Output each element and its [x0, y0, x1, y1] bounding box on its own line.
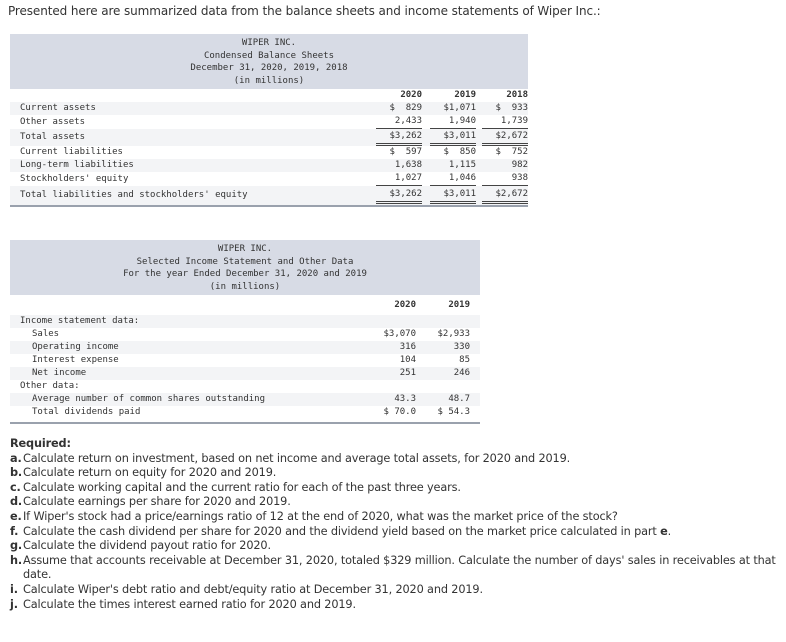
required-section [10, 437, 780, 612]
item-text: If Wiper's stock had a price/earnings ratio of 12 at the end of 2020, what was the market price of the stock? [23, 509, 618, 523]
cell-value: $ 597 [389, 147, 422, 157]
statement-title: Condensed Balance Sheets [203, 50, 335, 61]
section-label: Income statement data: [10, 315, 360, 328]
required-item-g [10, 539, 780, 554]
cell-value: 2,433 [376, 115, 422, 129]
statement-title: Selected Income Statement and Other Data [136, 256, 354, 267]
cell-value: 316 [399, 342, 416, 352]
item-text: Calculate the times interest earned ratio for 2020 and 2019. [23, 597, 356, 611]
row-label: Stockholders' equity [20, 173, 129, 184]
cell-value: 251 [399, 368, 416, 378]
cell-value: $3,262 [376, 130, 422, 146]
row-label: Current assets [10, 102, 362, 115]
table-row [10, 367, 480, 380]
cell-value: 48.7 [448, 394, 470, 404]
item-key: e. [10, 509, 22, 523]
cell-value: 1,027 [376, 172, 422, 186]
row-label: Long-term liabilities [10, 159, 362, 172]
table-row [10, 146, 528, 159]
cell-value: 330 [453, 342, 470, 352]
table-row [10, 328, 480, 341]
cell-value: $2,672 [482, 188, 528, 204]
item-key: f. [10, 524, 19, 538]
item-tail: . [667, 524, 672, 538]
table-row [10, 129, 528, 146]
table-row [10, 393, 480, 406]
cell-value: 1,115 [448, 160, 476, 170]
statement-period: For the year Ended December 31, 2020 and 2019 [123, 269, 367, 279]
item-text: Calculate the dividend payout ratio for 2020. [23, 539, 271, 553]
cell-value: $ 752 [495, 147, 528, 157]
section-label: Other data: [20, 381, 80, 391]
row-label: Total dividends paid [32, 407, 141, 417]
table-row [10, 186, 528, 205]
table-row [10, 172, 528, 186]
item-text: Calculate working capital and the current ratio for each of the past three years. [23, 480, 461, 494]
cell-value: $3,011 [430, 130, 476, 146]
table-row [10, 159, 528, 172]
required-item-i [10, 583, 780, 598]
statement-date: December 31, 2020, 2019, 2018 [190, 63, 348, 73]
balance-sheet-table [10, 34, 528, 207]
required-item-f [10, 525, 780, 540]
item-key: i. [10, 582, 18, 596]
column-header: 2020 [394, 299, 416, 310]
required-item-j [10, 598, 780, 613]
item-text: Assume that accounts receivable at December 31, 2020, totaled $329 million. Calculate the number of days' sales in receivables at that date. [23, 553, 776, 582]
column-header: 2020 [400, 90, 422, 100]
item-key: a. [10, 451, 22, 465]
cell-value: 982 [511, 160, 528, 170]
row-label: Net income [10, 367, 360, 380]
column-header: 2019 [454, 90, 476, 100]
required-item-d [10, 495, 780, 510]
row-label: Current liabilities [20, 147, 123, 157]
table-row [10, 406, 480, 419]
cell-value: $ 54.3 [437, 407, 470, 417]
statement-units: (in millions) [233, 75, 305, 86]
row-label: Sales [32, 329, 60, 339]
cell-value: $2,933 [437, 329, 470, 339]
table-row [10, 354, 480, 367]
item-text: Calculate the cash dividend per share for 2020 and the dividend yield based on the market price calculated in part [23, 524, 661, 538]
item-emphasis: e [660, 524, 668, 538]
balance-sheet-header [10, 34, 528, 89]
row-label: Interest expense [32, 355, 119, 365]
required-item-e [10, 510, 780, 525]
row-label: Average number of common shares outstanding [10, 393, 360, 406]
row-label: Operating income [10, 341, 360, 354]
required-item-a [10, 452, 780, 467]
cell-value: 1,739 [482, 115, 528, 129]
cell-value: $ 70.0 [383, 407, 416, 417]
item-key: c. [10, 480, 21, 494]
item-key: g. [10, 539, 23, 553]
company-name: WIPER INC. [241, 38, 297, 48]
table-bottom-rule [10, 422, 480, 424]
statement-units: (in millions) [209, 281, 281, 292]
cell-value: $ 850 [443, 147, 476, 157]
item-text: Calculate earnings per share for 2020 and 2019. [23, 495, 291, 509]
cell-value: 1,940 [430, 115, 476, 129]
column-header: 2018 [506, 90, 528, 100]
cell-value: 85 [459, 355, 470, 365]
item-text: Calculate return on equity for 2020 and 2019. [23, 466, 277, 480]
income-statement-table [10, 240, 480, 424]
row-label: Total assets [10, 129, 362, 146]
item-text: Calculate return on investment, based on net income and average total assets, for 2020 and 2019. [23, 451, 571, 465]
table-row [10, 341, 480, 354]
section-header-row [10, 315, 480, 328]
cell-value: 938 [482, 172, 528, 186]
column-header-row [10, 295, 480, 315]
cell-value: $3,070 [383, 329, 416, 339]
cell-value: 1,638 [394, 160, 422, 170]
item-text-wrap [23, 525, 780, 540]
item-key: d. [10, 495, 23, 509]
income-statement-header [10, 240, 480, 295]
cell-value: 43.3 [394, 394, 416, 404]
table-row [10, 115, 528, 129]
company-name: WIPER INC. [217, 244, 273, 254]
row-label: Other assets [20, 116, 86, 127]
item-key: b. [10, 466, 23, 480]
required-item-b [10, 466, 780, 481]
required-title: Required: [10, 437, 71, 450]
table-bottom-rule [10, 205, 528, 207]
cell-value: $ 933 [495, 103, 528, 113]
cell-value: $1,071 [443, 103, 476, 113]
row-label: Total liabilities and stockholders' equity [10, 186, 362, 205]
required-item-c [10, 481, 780, 496]
cell-value: 104 [399, 355, 416, 365]
cell-value: $2,672 [482, 130, 528, 146]
section-header-row [10, 380, 480, 393]
item-text: Calculate Wiper's debt ratio and debt/equity ratio at December 31, 2020 and 2019. [23, 582, 483, 596]
cell-value: $3,262 [376, 188, 422, 204]
cell-value: $ 829 [389, 103, 422, 113]
column-header: 2019 [448, 299, 470, 310]
intro-text: Presented here are summarized data from the balance sheets and income statements of Wiper Inc.: [8, 4, 601, 18]
cell-value: 1,046 [430, 172, 476, 186]
item-key: j. [10, 597, 18, 611]
item-key: h. [10, 553, 23, 567]
required-item-h [10, 554, 780, 583]
table-row [10, 102, 528, 115]
cell-value: 246 [453, 368, 470, 378]
cell-value: $3,011 [430, 188, 476, 204]
column-header-row [10, 89, 528, 102]
